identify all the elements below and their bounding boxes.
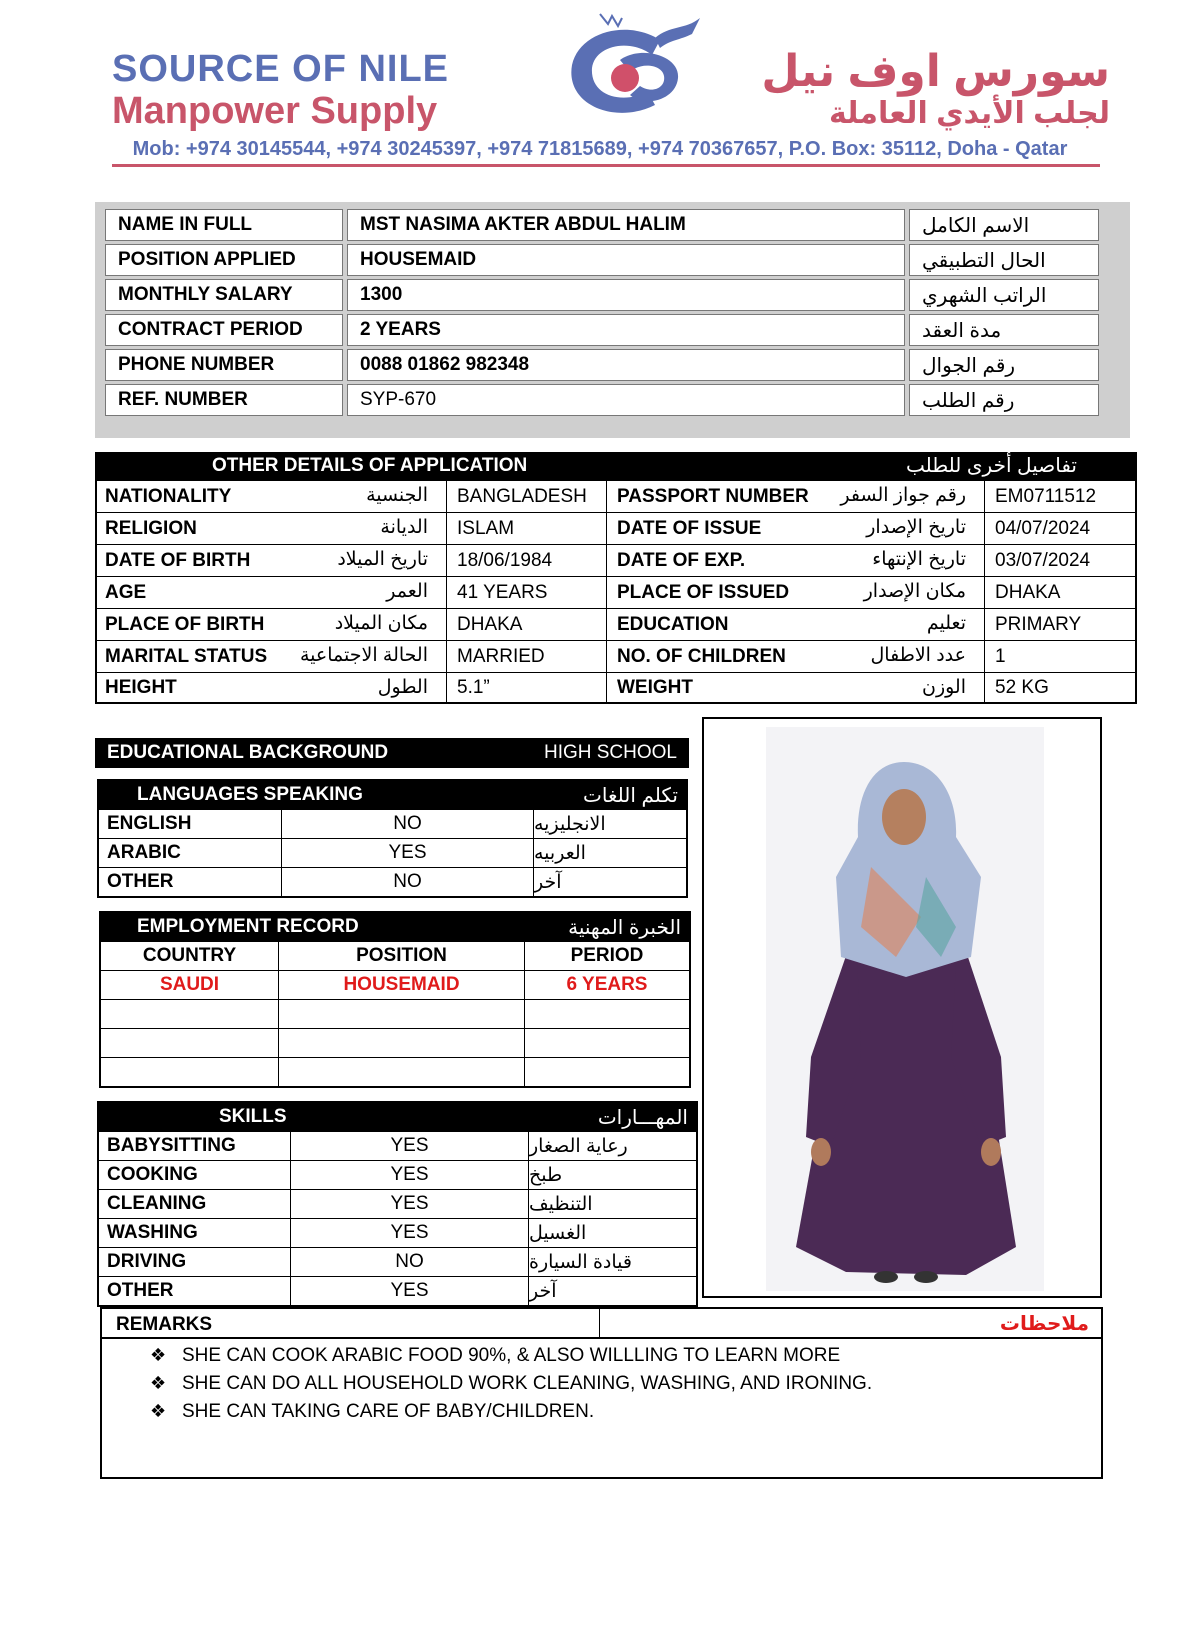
field-label: POSITION APPLIED bbox=[105, 244, 343, 276]
skill-name-ar: قيادة السيارة bbox=[529, 1251, 632, 1273]
field-label: MONTHLY SALARY bbox=[105, 279, 343, 311]
table-row bbox=[99, 1131, 696, 1160]
field-label-ar: مكان الميلاد bbox=[334, 613, 428, 634]
employment-period: 6 YEARS bbox=[566, 974, 648, 995]
table-row bbox=[97, 576, 1135, 608]
education-value: HIGH SCHOOL bbox=[543, 742, 677, 763]
field-label: PHONE NUMBER bbox=[105, 349, 343, 381]
field-label: MARITAL STATUS bbox=[105, 645, 268, 667]
header-divider bbox=[599, 1309, 600, 1337]
field-value: DHAKA bbox=[447, 609, 607, 640]
field-label-ar: مدة العقد bbox=[909, 314, 1099, 346]
languages-table bbox=[97, 779, 688, 898]
header-divider bbox=[112, 164, 1100, 167]
language-value: NO bbox=[282, 868, 534, 896]
field-value: BANGLADESH bbox=[447, 481, 607, 512]
language-name: ENGLISH bbox=[99, 810, 282, 838]
summary-row-name bbox=[105, 209, 1122, 241]
column-header: PERIOD bbox=[570, 945, 644, 966]
remarks-list bbox=[102, 1339, 1101, 1425]
field-label-ar: الراتب الشهري bbox=[909, 279, 1099, 311]
summary-row-ref bbox=[105, 384, 1122, 416]
table-row-empty bbox=[101, 1057, 689, 1086]
field-label: HEIGHT bbox=[105, 676, 177, 698]
field-value: 41 YEARS bbox=[447, 577, 607, 608]
field-label: AGE bbox=[105, 581, 147, 603]
summary-row-phone bbox=[105, 349, 1122, 381]
field-label-ar: رقم الطلب bbox=[909, 384, 1099, 416]
employment-table bbox=[99, 911, 691, 1088]
field-label: NATIONALITY bbox=[105, 485, 232, 507]
section-title: OTHER DETAILS OF APPLICATION bbox=[212, 455, 528, 476]
field-value: 5.1” bbox=[447, 673, 607, 702]
field-label-ar: الحال التطبيقي bbox=[909, 244, 1099, 276]
field-label-ar: رقم جواز السفر bbox=[840, 485, 966, 506]
table-row bbox=[97, 512, 1135, 544]
field-label: WEIGHT bbox=[617, 676, 693, 698]
field-label-ar: تاريخ الإصدار bbox=[866, 517, 966, 538]
section-title: EMPLOYMENT RECORD bbox=[137, 916, 359, 937]
skill-value: YES bbox=[291, 1190, 529, 1218]
applicant-summary-box bbox=[95, 202, 1130, 438]
table-row bbox=[99, 867, 686, 896]
table-row bbox=[97, 544, 1135, 576]
table-row bbox=[101, 970, 689, 999]
field-value: 0088 01862 982348 bbox=[347, 349, 905, 381]
skill-name: OTHER bbox=[99, 1277, 291, 1305]
skill-name: BABYSITTING bbox=[99, 1132, 291, 1160]
skill-name: COOKING bbox=[99, 1161, 291, 1189]
summary-row-salary bbox=[105, 279, 1122, 311]
field-value: EM0711512 bbox=[995, 485, 1097, 507]
company-logo-icon bbox=[560, 10, 710, 130]
list-item bbox=[150, 1341, 1101, 1369]
field-label-ar: تعليم bbox=[926, 613, 966, 634]
brand-tagline-en: Manpower Supply bbox=[112, 90, 438, 132]
remark-text: SHE CAN TAKING CARE OF BABY/CHILDREN. bbox=[182, 1401, 595, 1422]
list-item bbox=[150, 1369, 1101, 1397]
applicant-photo-frame bbox=[702, 717, 1102, 1298]
table-row bbox=[99, 1189, 696, 1218]
list-item bbox=[150, 1397, 1101, 1425]
field-label: NO. OF CHILDREN bbox=[617, 645, 786, 667]
skill-value: YES bbox=[291, 1161, 529, 1189]
field-value: PRIMARY bbox=[995, 613, 1082, 635]
summary-row-position bbox=[105, 244, 1122, 276]
section-title-ar: ملاحظات bbox=[999, 1313, 1089, 1335]
field-value: 1 bbox=[995, 645, 1006, 667]
field-value: DHAKA bbox=[995, 581, 1061, 603]
field-label-ar: الديانة bbox=[380, 517, 428, 538]
skills-table bbox=[97, 1101, 698, 1307]
skill-value: NO bbox=[291, 1248, 529, 1276]
table-row bbox=[99, 838, 686, 867]
table-row bbox=[99, 1276, 696, 1305]
field-label-ar: تاريخ الإنتهاء bbox=[872, 549, 966, 570]
field-label: PLACE OF BIRTH bbox=[105, 613, 265, 635]
skill-value: YES bbox=[291, 1132, 529, 1160]
person-silhouette-icon bbox=[766, 727, 1044, 1291]
table-row bbox=[97, 640, 1135, 672]
remarks-box bbox=[100, 1307, 1103, 1479]
field-label: PASSPORT NUMBER bbox=[617, 485, 809, 507]
employment-country: SAUDI bbox=[101, 971, 279, 999]
section-title-ar: المهـــارات bbox=[597, 1107, 688, 1129]
field-value: HOUSEMAID bbox=[347, 244, 905, 276]
table-row bbox=[99, 1160, 696, 1189]
field-value: 2 YEARS bbox=[347, 314, 905, 346]
diamond-bullet-icon: ❖ bbox=[150, 1345, 167, 1365]
table-row bbox=[99, 1247, 696, 1276]
field-label: DATE OF EXP. bbox=[617, 549, 746, 571]
table-header-row bbox=[101, 941, 689, 970]
table-row bbox=[99, 809, 686, 838]
brand-tagline-ar: لجلب الأيدي العاملة bbox=[828, 97, 1110, 130]
diamond-bullet-icon: ❖ bbox=[150, 1401, 167, 1421]
section-title: LANGUAGES SPEAKING bbox=[137, 784, 363, 805]
field-label: DATE OF BIRTH bbox=[105, 549, 251, 571]
field-label-ar: الطول bbox=[377, 677, 428, 698]
employment-position: HOUSEMAID bbox=[279, 971, 525, 999]
skill-name: WASHING bbox=[99, 1219, 291, 1247]
language-name: ARABIC bbox=[99, 839, 282, 867]
skill-value: YES bbox=[291, 1277, 529, 1305]
language-name-ar: آخر bbox=[534, 871, 562, 893]
field-label: REF. NUMBER bbox=[105, 384, 343, 416]
field-label-ar: عدد الاطفال bbox=[870, 645, 966, 666]
diamond-bullet-icon: ❖ bbox=[150, 1373, 167, 1393]
skill-name-ar: الغسيل bbox=[529, 1222, 587, 1244]
field-label: EDUCATION bbox=[617, 613, 729, 635]
table-row-empty bbox=[101, 1028, 689, 1057]
skill-name: DRIVING bbox=[99, 1248, 291, 1276]
skill-name-ar: التنظيف bbox=[529, 1193, 593, 1215]
contact-line: Mob: +974 30145544, +974 30245397, +974 71815689, +974 70367657, P.O. Box: 35112, Doha - Qatar bbox=[132, 138, 1068, 160]
field-label: PLACE OF ISSUED bbox=[617, 581, 790, 603]
skill-name-ar: آخر bbox=[529, 1280, 557, 1302]
table-row bbox=[97, 608, 1135, 640]
skill-name: CLEANING bbox=[99, 1190, 291, 1218]
other-details-table bbox=[95, 452, 1137, 704]
field-value: 18/06/1984 bbox=[447, 545, 607, 576]
field-value: 04/07/2024 bbox=[995, 517, 1091, 539]
field-label-ar: رقم الجوال bbox=[909, 349, 1099, 381]
table-row-empty bbox=[101, 999, 689, 1028]
field-label-ar: العمر bbox=[386, 581, 428, 602]
language-value: YES bbox=[282, 839, 534, 867]
brand-name-ar: سورس اوف نيل bbox=[761, 47, 1110, 96]
table-row bbox=[97, 480, 1135, 512]
education-bar bbox=[95, 738, 689, 768]
field-value: ISLAM bbox=[447, 513, 607, 544]
table-row bbox=[99, 1218, 696, 1247]
language-name-ar: الانجليزيه bbox=[534, 813, 606, 835]
other-details-header bbox=[97, 452, 1135, 480]
brand-name-en: SOURCE OF NILE bbox=[112, 48, 450, 90]
section-title: REMARKS bbox=[116, 1314, 213, 1335]
skills-header bbox=[99, 1103, 696, 1131]
section-title-ar: تفاصيل أخرى للطلب bbox=[905, 455, 1077, 477]
field-value: 52 KG bbox=[995, 676, 1049, 698]
field-label: DATE OF ISSUE bbox=[617, 517, 762, 539]
field-label-ar: الاسم الكامل bbox=[909, 209, 1099, 241]
field-label-ar: الحالة الاجتماعية bbox=[300, 645, 428, 666]
field-value: SYP-670 bbox=[347, 384, 905, 416]
skill-value: YES bbox=[291, 1219, 529, 1247]
field-label-ar: مكان الإصدار bbox=[863, 581, 966, 602]
skill-name-ar: طبخ bbox=[529, 1164, 563, 1186]
field-label-ar: الوزن bbox=[921, 677, 966, 698]
education-label: EDUCATIONAL BACKGROUND bbox=[107, 742, 389, 763]
field-value: 03/07/2024 bbox=[995, 549, 1091, 571]
field-value: MARRIED bbox=[447, 641, 607, 672]
table-row bbox=[97, 672, 1135, 702]
field-label: NAME IN FULL bbox=[105, 209, 343, 241]
remark-text: SHE CAN DO ALL HOUSEHOLD WORK CLEANING, WASHING, AND IRONING. bbox=[182, 1373, 873, 1394]
column-header: POSITION bbox=[279, 942, 525, 970]
skill-name-ar: رعاية الصغار bbox=[529, 1135, 628, 1157]
language-name-ar: العربيه bbox=[534, 842, 586, 864]
summary-row-contract bbox=[105, 314, 1122, 346]
employment-header bbox=[101, 913, 689, 941]
field-label: RELIGION bbox=[105, 517, 197, 539]
field-label: CONTRACT PERIOD bbox=[105, 314, 343, 346]
field-label-ar: الجنسية bbox=[366, 485, 428, 506]
remark-text: SHE CAN COOK ARABIC FOOD 90%, & ALSO WILLLING TO LEARN MORE bbox=[182, 1345, 841, 1366]
section-title-ar: تكلم اللغات bbox=[583, 785, 678, 807]
language-value: NO bbox=[282, 810, 534, 838]
section-title: SKILLS bbox=[219, 1106, 287, 1127]
remarks-header bbox=[102, 1309, 1101, 1339]
section-title-ar: الخبرة المهنية bbox=[568, 917, 681, 939]
field-value: MST NASIMA AKTER ABDUL HALIM bbox=[347, 209, 905, 241]
field-label-ar: تاريخ الميلاد bbox=[337, 549, 428, 570]
applicant-photo bbox=[766, 727, 1044, 1291]
field-value: 1300 bbox=[347, 279, 905, 311]
language-name: OTHER bbox=[99, 868, 282, 896]
column-header: COUNTRY bbox=[101, 942, 279, 970]
languages-header bbox=[99, 781, 686, 809]
